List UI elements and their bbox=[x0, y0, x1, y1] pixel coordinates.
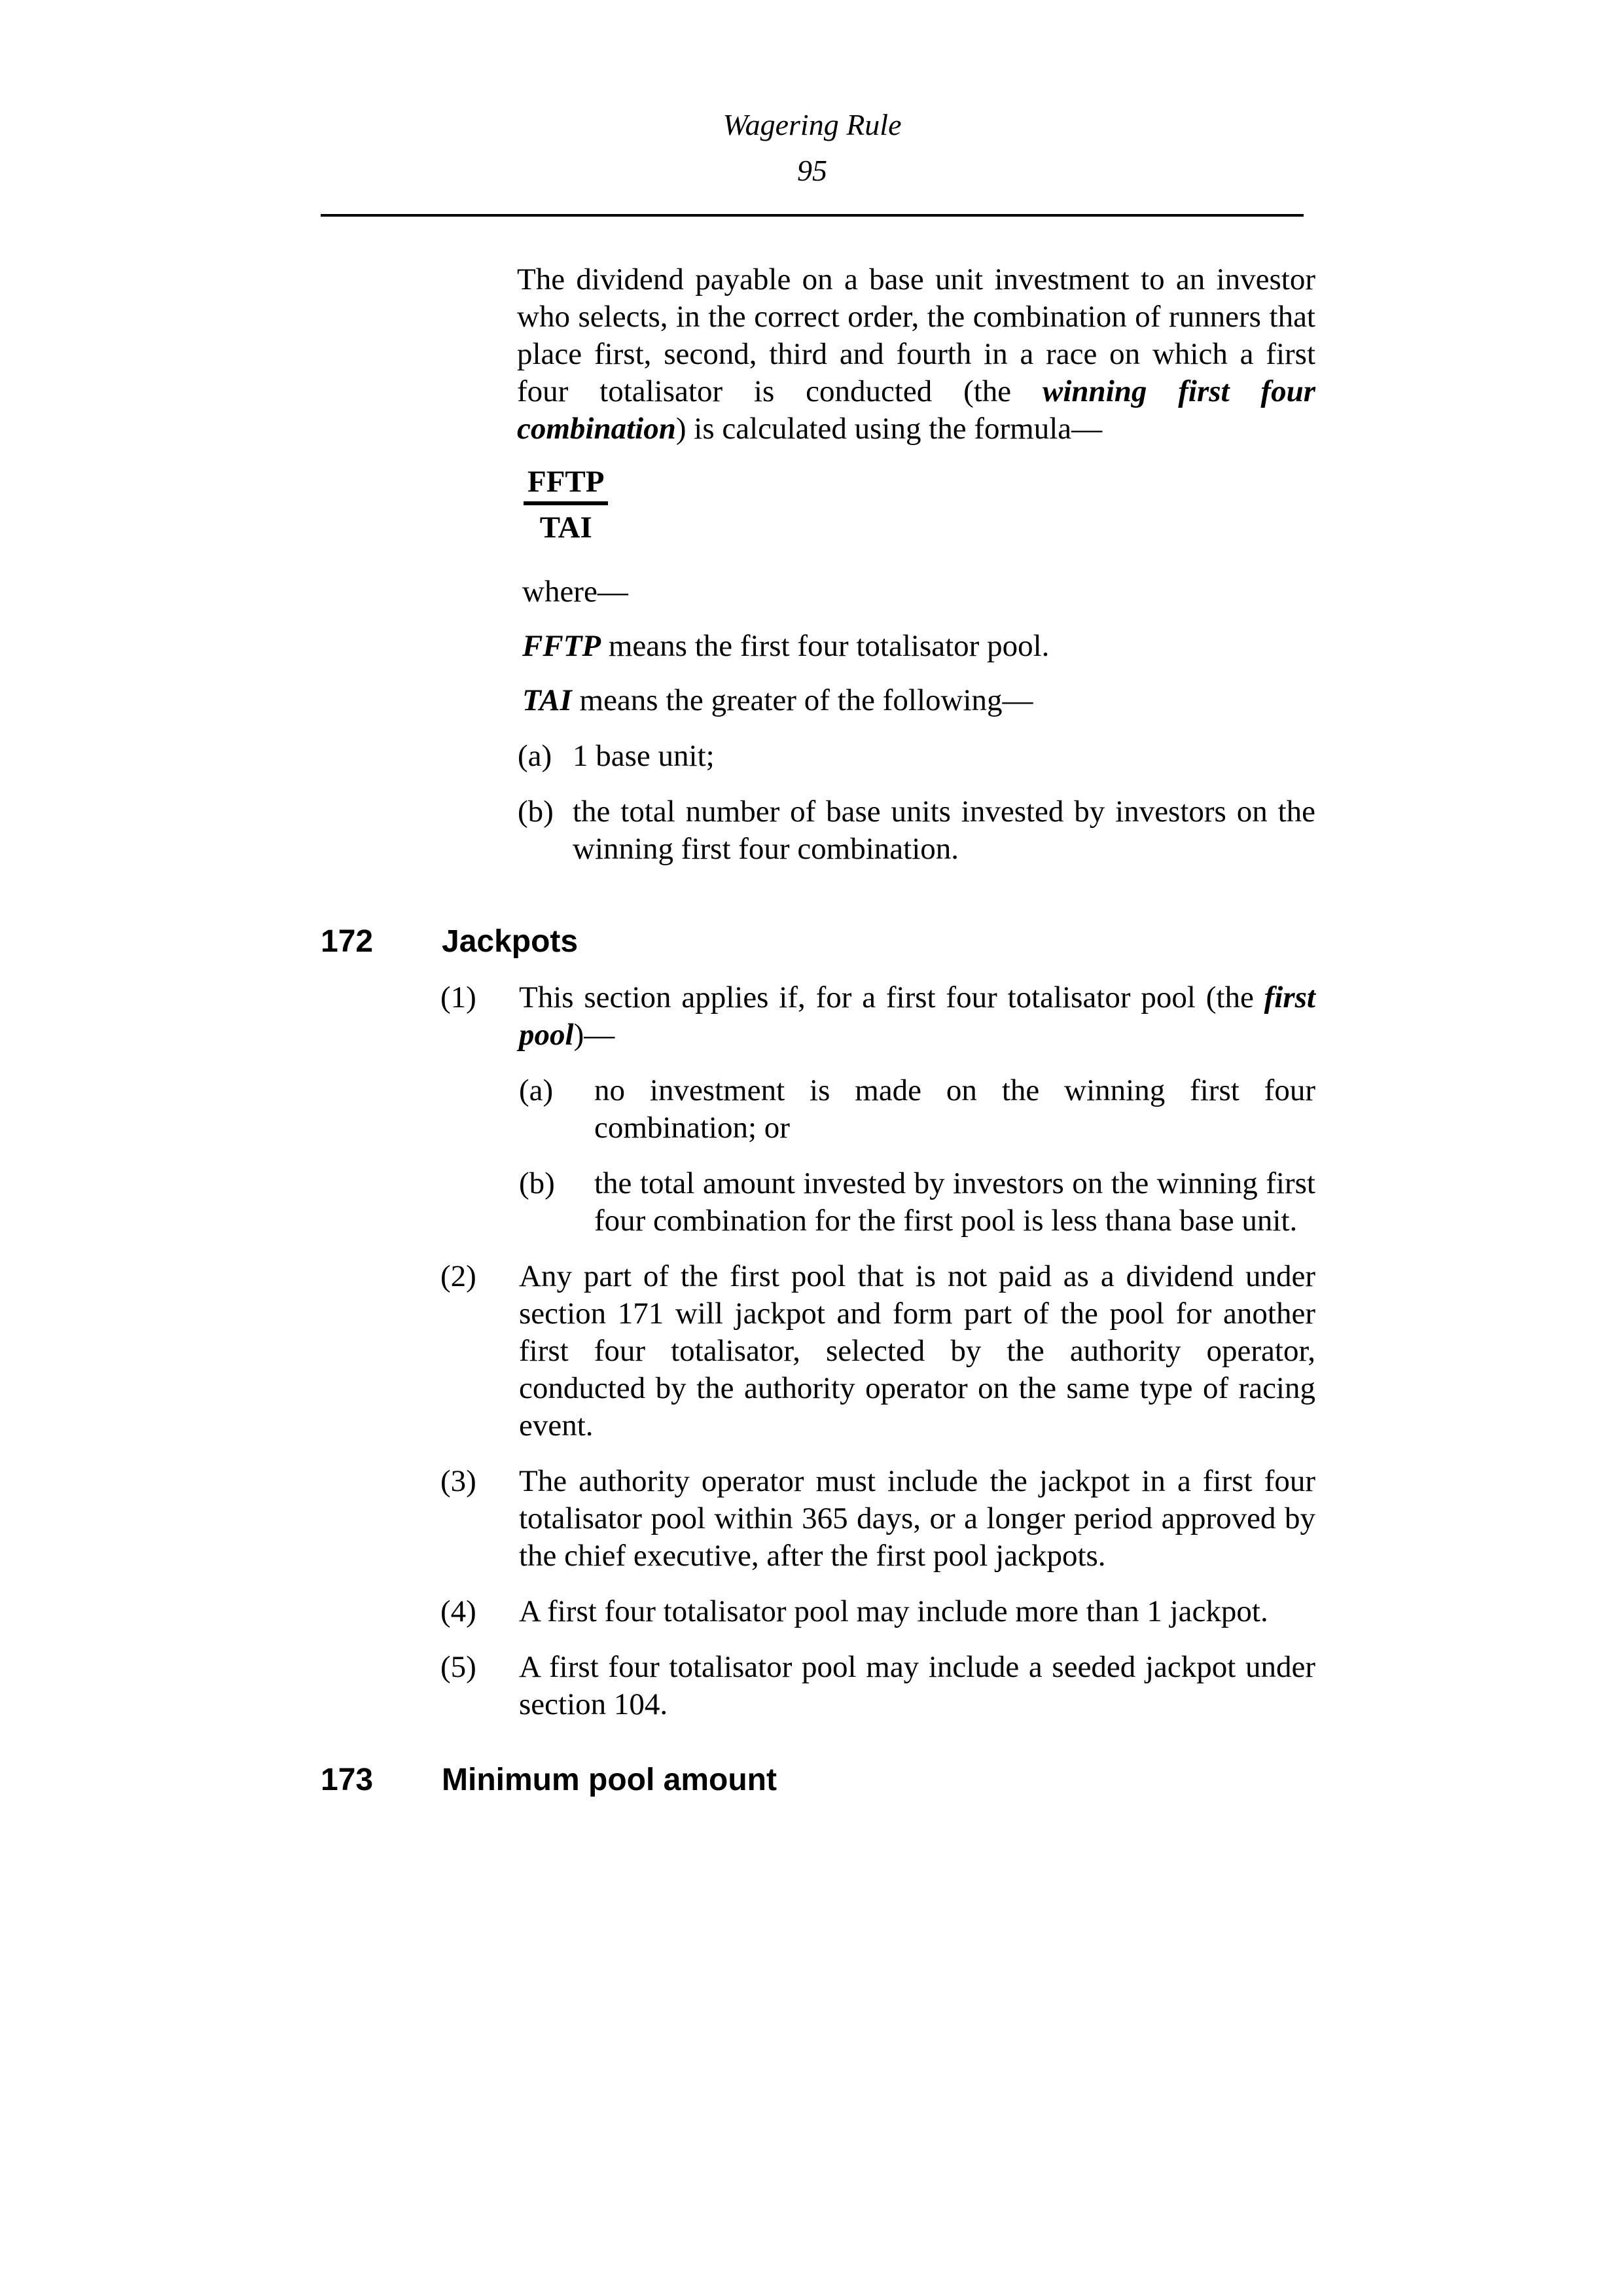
clause-1-defined-term: first pool bbox=[519, 980, 1315, 1052]
clause-1-text-post: )— bbox=[573, 1018, 615, 1052]
clause-1-subitem-a-text: no investment is made on the winning first four combination; or bbox=[594, 1073, 1315, 1145]
definition-fftp-text: means the first four totalisator pool. bbox=[601, 629, 1050, 663]
section-172-title: Jackpots bbox=[442, 924, 579, 959]
clause-3 bbox=[440, 1463, 1315, 1575]
definition-item-a-text: 1 base unit; bbox=[573, 739, 715, 773]
intro-defined-term: winning first four combination bbox=[517, 374, 1316, 446]
clause-1-subitem-a bbox=[519, 1072, 1315, 1147]
definition-tai-text: means the greater of the following— bbox=[571, 683, 1033, 717]
where-label: where— bbox=[522, 575, 628, 609]
definition-item-b bbox=[518, 793, 1315, 868]
clause-4-label: (4) bbox=[440, 1594, 476, 1628]
definition-item-b-text: the total number of base units invested by investors on the winning first four combination. bbox=[573, 795, 1315, 866]
clause-1-subitem-b-label: (b) bbox=[519, 1166, 555, 1200]
clause-1-text bbox=[519, 979, 1315, 1054]
clause-1 bbox=[440, 979, 1315, 1054]
page-header bbox=[321, 0, 1304, 217]
clause-2-text: Any part of the first pool that is not paid as a dividend under section 171 will jackpot and form part of the pool for another first four totalisator, selected by the authority operator, conducted by the authority operator on the same type of racing event. bbox=[519, 1259, 1315, 1443]
clause-4 bbox=[440, 1593, 1315, 1630]
formula-denominator: TAI bbox=[539, 511, 592, 545]
clause-1-text-pre: This section applies if, for a first four totalisator pool (the bbox=[519, 980, 1264, 1014]
clause-3-label: (3) bbox=[440, 1464, 476, 1498]
definition-fftp bbox=[522, 628, 1322, 665]
intro-paragraph bbox=[517, 261, 1315, 448]
document-content bbox=[321, 261, 1315, 1799]
header-title: Wagering Rule bbox=[722, 108, 902, 141]
definition-item-a-label: (a) bbox=[518, 739, 552, 773]
clause-3-text: The authority operator must include the jackpot in a first four totalisator pool within 365 days, or a longer period approved by the chief executive, after the first pool jackpots. bbox=[519, 1464, 1315, 1573]
clause-2 bbox=[440, 1258, 1315, 1444]
clause-4-text: A first four totalisator pool may include more than 1 jackpot. bbox=[519, 1594, 1268, 1628]
intro-text-post: ) is calculated using the formula— bbox=[675, 412, 1103, 446]
header-rule-line bbox=[321, 214, 1304, 217]
header-page-number: 95 bbox=[797, 154, 827, 187]
clause-2-label: (2) bbox=[440, 1259, 476, 1293]
section-173-title: Minimum pool amount bbox=[442, 1763, 777, 1797]
definition-item-b-label: (b) bbox=[518, 795, 554, 829]
clause-5 bbox=[440, 1649, 1315, 1723]
clause-1-subitem-b-text: the total amount invested by investors on the winning first four combination for the first pool is less thana base unit. bbox=[594, 1166, 1315, 1238]
section-172-number: 172 bbox=[321, 924, 374, 959]
clause-5-text: A first four totalisator pool may include a seeded jackpot under section 104. bbox=[519, 1650, 1315, 1721]
clause-1-label: (1) bbox=[440, 980, 476, 1014]
section-heading-173 bbox=[321, 1761, 1315, 1799]
definition-tai bbox=[522, 682, 1322, 719]
definition-tai-term: TAI bbox=[522, 683, 572, 717]
definition-item-a bbox=[518, 738, 1315, 775]
section-heading-172 bbox=[321, 923, 1315, 961]
clause-1-subitem-b bbox=[519, 1165, 1315, 1240]
clause-1-subitem-a-label: (a) bbox=[519, 1073, 554, 1107]
clause-5-label: (5) bbox=[440, 1650, 476, 1684]
intro-text-pre: The dividend payable on a base unit investment to an investor who selects, in the correct order, the combination of runners that place first, second, third and fourth in a race on which a first four totalisator is conducted (the bbox=[517, 262, 1315, 408]
formula-numerator: FFTP bbox=[524, 465, 608, 505]
dividend-formula bbox=[524, 465, 608, 545]
section-173-number: 173 bbox=[321, 1763, 374, 1797]
definition-fftp-term: FFTP bbox=[522, 629, 601, 663]
